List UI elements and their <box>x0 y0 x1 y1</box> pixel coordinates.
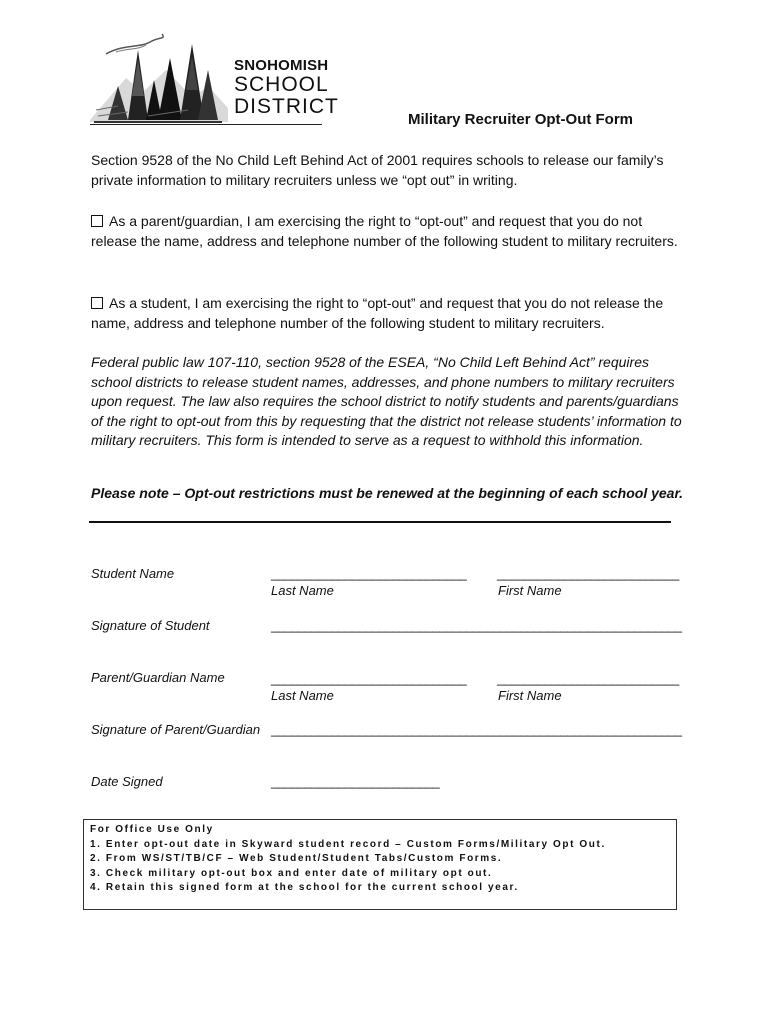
parent-optout-checkbox[interactable] <box>91 215 103 227</box>
signature-student-field[interactable]: _____________________________________________________________ <box>271 618 682 633</box>
office-use-item: 4. Retain this signed form at the school for the current school year. <box>90 882 519 893</box>
student-option <box>91 293 686 333</box>
parent-name-label: Parent/Guardian Name <box>91 670 225 685</box>
office-use-heading: For Office Use Only <box>90 824 214 835</box>
parent-last-name-caption: Last Name <box>271 688 334 703</box>
signature-parent-field[interactable]: _____________________________________________________________ <box>271 722 682 737</box>
parent-first-name-caption: First Name <box>498 688 562 703</box>
office-use-item: 2. From WS/ST/TB/CF – Web Student/Student Tabs/Custom Forms. <box>90 853 503 864</box>
form-title: Military Recruiter Opt-Out Form <box>408 111 634 128</box>
office-use-box <box>83 819 677 910</box>
parent-first-name-field[interactable]: ___________________________ <box>497 671 679 686</box>
student-last-name-caption: Last Name <box>271 583 334 598</box>
logo-line2: SCHOOL <box>234 73 329 96</box>
logo-line1: SNOHOMISH <box>234 57 329 74</box>
parent-option-text: As a parent/guardian, I am exercising the right to “opt-out” and request that you do not release the name, address and telephone number of the following student to military recruiters. <box>91 213 678 249</box>
student-option-text: As a student, I am exercising the right to “opt-out” and request that you do not release the name, address and telephone number of the following student to military recruiters. <box>91 295 664 331</box>
student-first-name-field[interactable]: ___________________________ <box>497 566 679 581</box>
pine-trees-mountain-icon <box>88 30 228 125</box>
student-optout-checkbox[interactable] <box>91 297 103 309</box>
student-last-name-field[interactable]: _____________________________ <box>271 566 467 581</box>
parent-last-name-field[interactable]: _____________________________ <box>271 671 467 686</box>
logo-line3: DISTRICT <box>234 95 339 118</box>
date-signed-label: Date Signed <box>91 774 163 789</box>
signature-student-label: Signature of Student <box>91 618 210 633</box>
renewal-note: Please note – Opt-out restrictions must be renewed at the beginning of each school year. <box>91 485 684 501</box>
parent-option <box>91 211 686 251</box>
logo-text <box>234 58 339 117</box>
logo-rule <box>90 124 322 125</box>
law-paragraph: Federal public law 107-110, section 9528 of the ESEA, “No Child Left Behind Act” requires school districts to release student names, addresses, and phone numbers to military recruiters upon request. The law also requires the school district to notify students and parents/guardians of the right to opt-out from this by requesting that the district not release students’ information to military recruiters. This form is intended to serve as a request to withhold this information. <box>91 354 682 449</box>
district-logo <box>88 30 339 130</box>
student-first-name-caption: First Name <box>498 583 562 598</box>
office-use-item: 3. Check military opt-out box and enter date of military opt out. <box>90 867 493 879</box>
divider <box>89 521 671 523</box>
date-signed-field[interactable]: _________________________ <box>271 774 440 789</box>
office-use-item: 1. Enter opt-out date in Skyward student record – Custom Forms/Military Opt Out. <box>90 838 606 850</box>
signature-parent-label: Signature of Parent/Guardian <box>91 722 261 737</box>
intro-paragraph: Section 9528 of the No Child Left Behind Act of 2001 requires schools to release our family’s private information to military recruiters unless we “opt out” in writing. <box>91 152 664 188</box>
student-name-label: Student Name <box>91 566 175 581</box>
